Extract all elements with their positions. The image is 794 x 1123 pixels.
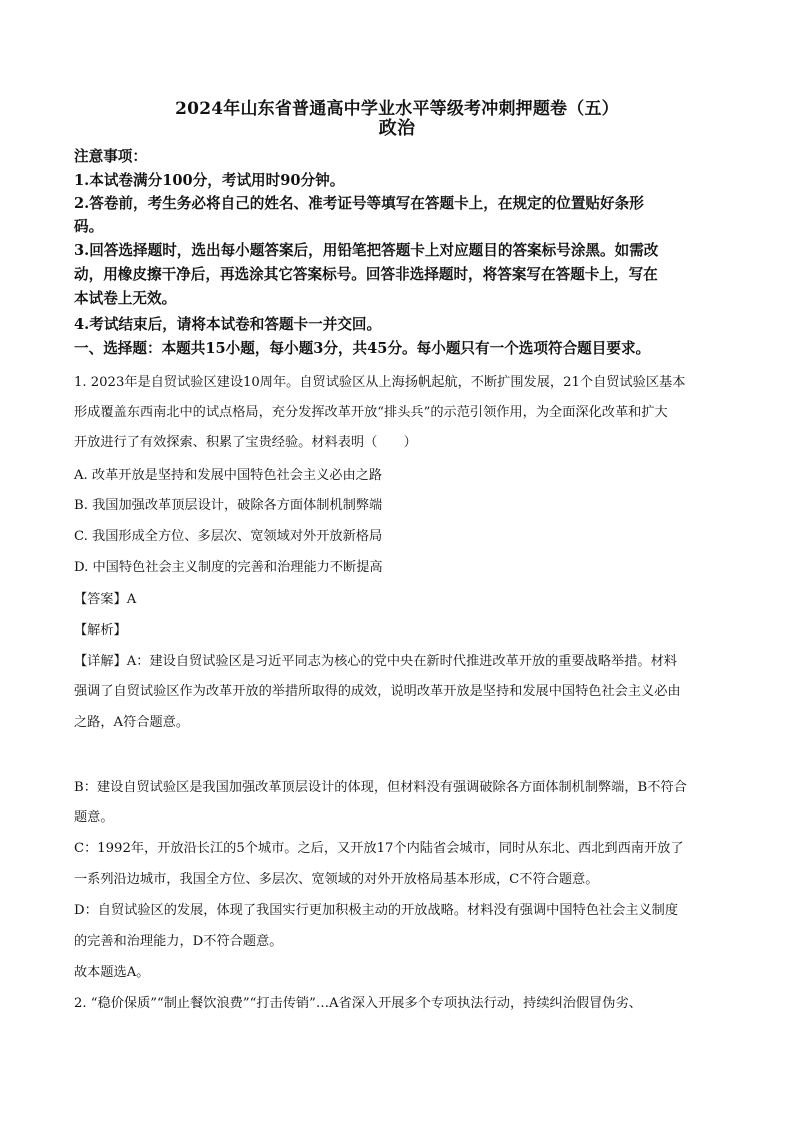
detail-line-c: 一系列沿边城市，我国全方位、多层次、宽领域的对外开放格局基本形成，C不符合题意。 — [74, 872, 599, 887]
answer-label: 【答案】A — [74, 592, 137, 607]
detail-line: 强调了自贸试验区作为改革开放的举措所取得的成效，说明改革开放是坚持和发展中国特色社会主义必由 — [74, 684, 681, 699]
note-line: 码。 — [74, 218, 104, 235]
analysis-label: 【解析】 — [74, 623, 127, 638]
exam-title: 2024年山东省普通高中学业水平等级考冲刺押题卷（五） — [175, 99, 619, 119]
detail-line-c: C：1992年，开放沿长江的5个城市。之后，又开放17个内陆省会城市，同时从东北、西北到西南开放了 — [74, 841, 684, 856]
detail-line: 之路，A符合题意。 — [74, 715, 190, 730]
note-line: 4.考试结束后，请将本试卷和答题卡一并交回。 — [74, 316, 382, 333]
question-stem-line: 开放进行了有效探索、积累了宝贵经验。材料表明（ ） — [74, 435, 417, 450]
detail-line-b: B：建设自贸试验区是我国加强改革顶层设计的体现，但材料没有强调破除各方面体制机制弊端，B不符合 — [74, 780, 687, 795]
note-line: 本试卷上无效。 — [74, 290, 177, 307]
note-line: 1.本试卷满分100分，考试用时90分钟。 — [74, 172, 345, 189]
question-stem-line: 形成覆盖东西南北中的试点格局，充分发挥改革开放“排头兵”的示范引领作用，为全面深化改革和扩大 — [74, 405, 668, 420]
subject-title: 政治 — [378, 118, 416, 139]
notes-heading: 注意事项： — [74, 148, 147, 165]
question-stem-line: 1. 2023年是自贸试验区建设10周年。自贸试验区从上海扬帆起航，不断扩围发展，21个自贸试验区基本 — [74, 375, 686, 390]
detail-line-d: 的完善和治理能力，D不符合题意。 — [74, 934, 283, 949]
note-line: 动，用橡皮擦干净后，再选涂其它答案标号。回答非选择题时，将答案写在答题卡上，写在 — [74, 266, 658, 283]
note-line: 2.答卷前，考生务必将自己的姓名、准考证号等填写在答题卡上，在规定的位置贴好条形 — [74, 195, 644, 212]
conclusion: 故本题选A。 — [74, 965, 150, 980]
option-d: D. 中国特色社会主义制度的完善和治理能力不断提高 — [74, 560, 383, 575]
option-a: A. 改革开放是坚持和发展中国特色社会主义必由之路 — [74, 468, 383, 483]
option-b: B. 我国加强改革顶层设计，破除各方面体制机制弊端 — [74, 498, 383, 513]
detail-line: 【详解】A：建设自贸试验区是习近平同志为核心的党中央在新时代推进改革开放的重要战略举措。材料 — [74, 654, 677, 669]
detail-line-d: D：自贸试验区的发展，体现了我国实行更加积极主动的开放战略。材料没有强调中国特色社会主义制度 — [74, 903, 679, 918]
question-2-stem: 2. “稳价保质”“制止餐饮浪费”“打击传销”…A省深入开展多个专项执法行动，持续纠治假冒伪劣、 — [74, 996, 642, 1011]
option-c: C. 我国形成全方位、多层次、宽领域对外开放新格局 — [74, 529, 383, 544]
detail-line-b: 题意。 — [74, 810, 114, 825]
note-line: 3.回答选择题时，选出每小题答案后，用铅笔把答题卡上对应题目的答案标号涂黑。如需改 — [74, 242, 659, 259]
section-heading: 一、选择题：本题共15小题，每小题3分，共45分。每小题只有一个选项符合题目要求。 — [74, 340, 651, 357]
